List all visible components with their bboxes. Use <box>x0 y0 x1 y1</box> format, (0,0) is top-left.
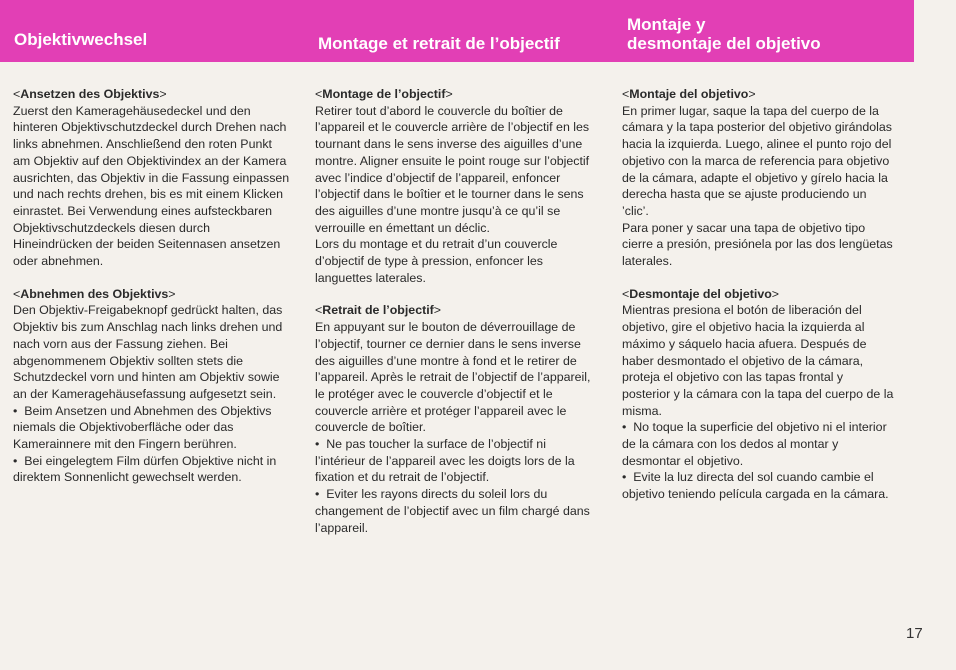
bracket-close: > <box>445 87 453 101</box>
bracket-close: > <box>433 303 442 318</box>
section <box>315 86 595 286</box>
body-paragraph: En primer lugar, saque la tapa del cuerpo de la cámara y la tapa posterior del objetivo girándolas hacia la izquierda. Luego, alinee el punto rojo del objetivo con la marca de referencia para objetivo de la cámara, adapte el objetivo y gírelo hacia la derecha hasta que se ajuste produciendo un ’clic’. <box>622 103 892 218</box>
bullet-item: • Ne pas toucher la surface de l’objectif ni l’intérieur de l’appareil avec les doigts lors de la fixation et du retrait de l’objectif. <box>315 436 595 486</box>
section-heading-text: Retrait de l’objectif <box>322 303 434 318</box>
section-heading-text: Montage de l’objectif <box>322 87 446 101</box>
section-heading-text: Montaje del objetivo <box>629 87 749 101</box>
bullet-item: • No toque la superficie del objetivo ni el interior de la cámara con los dedos al montar y desmontar el objetivo. <box>622 419 894 469</box>
section-heading <box>13 86 291 103</box>
bracket-close: > <box>159 87 167 101</box>
bracket-open: < <box>622 87 630 101</box>
bracket-open: < <box>13 286 21 301</box>
section-heading <box>13 286 291 303</box>
header-title-german: Objektivwechsel <box>14 30 148 49</box>
body-paragraph: Zuerst den Kameragehäusedeckel und den hinteren Objektivschutzdeckel durch Drehen nach links abnehmen. Anschließend den roten Punkt am Objektiv auf den Objektivindex an der Kamera ausrichten, das Objektiv in die Fassung einpassen und nach rechts drehen, bis es mit einem Klicken einrastet. Bei Verwendung eines aufsteckbaren Objektivschutzdeckels diesen durch Hineindrücken der beiden Seitennasen ansetzen oder abnehmen. <box>13 103 290 269</box>
bracket-close: > <box>168 286 176 301</box>
column-german <box>13 86 291 502</box>
section <box>13 86 291 270</box>
bullet-item: • Beim Ansetzen und Abnehmen des Objektivs niemals die Objektivoberfläche oder das Kamerainnere mit den Fingern berühren. <box>13 403 291 453</box>
body-paragraph: Retirer tout d’abord le couvercle du boîtier de l’appareil et le couvercle arrière de l’objectif en les tournant dans le sens inverse des aiguilles d’une montre. Aligner ensuite le point rouge sur l’objectif avec l’indice d’objectif de l’appareil, enfoncer l’objectif dans le boîtier et le tourner dans le sens des aiguilles d’une montre jusqu’à ce qu’il se verrouille en émettant un déclic. <box>315 103 590 235</box>
section-heading <box>315 86 595 103</box>
section-heading <box>315 302 595 319</box>
bracket-open: < <box>622 286 630 301</box>
page-margin <box>914 0 956 62</box>
section-heading <box>622 86 894 103</box>
body-paragraph: Para poner y sacar una tapa de objetivo tipo cierre a presión, presiónela por las dos lengüetas laterales. <box>622 220 893 269</box>
header-title-spanish: Montaje y desmontaje del objetivo <box>627 15 821 53</box>
column-spanish <box>622 86 894 519</box>
bullet-item: • Evite la luz directa del sol cuando cambie el objetivo teniendo película cargada en la cámara. <box>622 469 894 502</box>
section <box>622 86 894 270</box>
section <box>622 286 894 503</box>
page-number: 17 <box>906 625 923 642</box>
bullet-item: • Eviter les rayons directs du soleil lors du changement de l’objectif avec un film chargé dans l’appareil. <box>315 486 595 536</box>
section-heading-text: Desmontaje del objetivo <box>629 286 772 301</box>
body-paragraph: Lors du montage et du retrait d’un couvercle d’objectif de type à pression, enfoncer les languettes laterales. <box>315 237 558 285</box>
header-title-french: Montage et retrait de l’objectif <box>318 34 560 53</box>
section <box>13 286 291 486</box>
body-paragraph: En appuyant sur le bouton de déverrouillage de l’objectif, tourner ce dernier dans le sens inverse des aiguilles d’une montre à fond et le retirer de l’appareil. Après le retrait de l’objectif de l’appareil, le protéger avec le couvercle d’objectif et le couvercle arrière et protéger l’appareil avec le couvercle de boîtier. <box>315 320 591 435</box>
bracket-open: < <box>315 87 323 101</box>
bracket-close: > <box>771 286 780 301</box>
body-paragraph: Mientras presiona el botón de liberación del objetivo, gire el objetivo hacia la izquierda al máximo y sáquelo hacia afuera. Después de haber desmontado el objetivo de la cámara, proteja el objetivo con las tapas frontal y posterior y la cámara con la tapa del cuerpo de la misma. <box>622 303 894 418</box>
section <box>315 302 595 536</box>
body-paragraph: Den Objektiv-Freigabeknopf gedrückt halten, das Objektiv bis zum Anschlag nach links drehen und nach vorn aus der Fassung ziehen. Bei abgenommenem Objektiv sollten stets die Schutzdeckel vorn und hinten am Objektiv sowie an der Kameragehäusefassung aufgesetzt sein. <box>13 303 283 401</box>
bracket-open: < <box>13 87 21 101</box>
section-heading-text: Ansetzen des Objektivs <box>20 87 160 101</box>
bullet-item: • Bei eingelegtem Film dürfen Objektive nicht in direktem Sonnenlicht gewechselt werden. <box>13 453 291 486</box>
section-heading <box>622 286 894 303</box>
section-heading-text: Abnehmen des Objektivs <box>20 286 169 301</box>
bracket-close: > <box>748 87 756 101</box>
column-french <box>315 86 595 552</box>
bracket-open: < <box>315 303 323 318</box>
